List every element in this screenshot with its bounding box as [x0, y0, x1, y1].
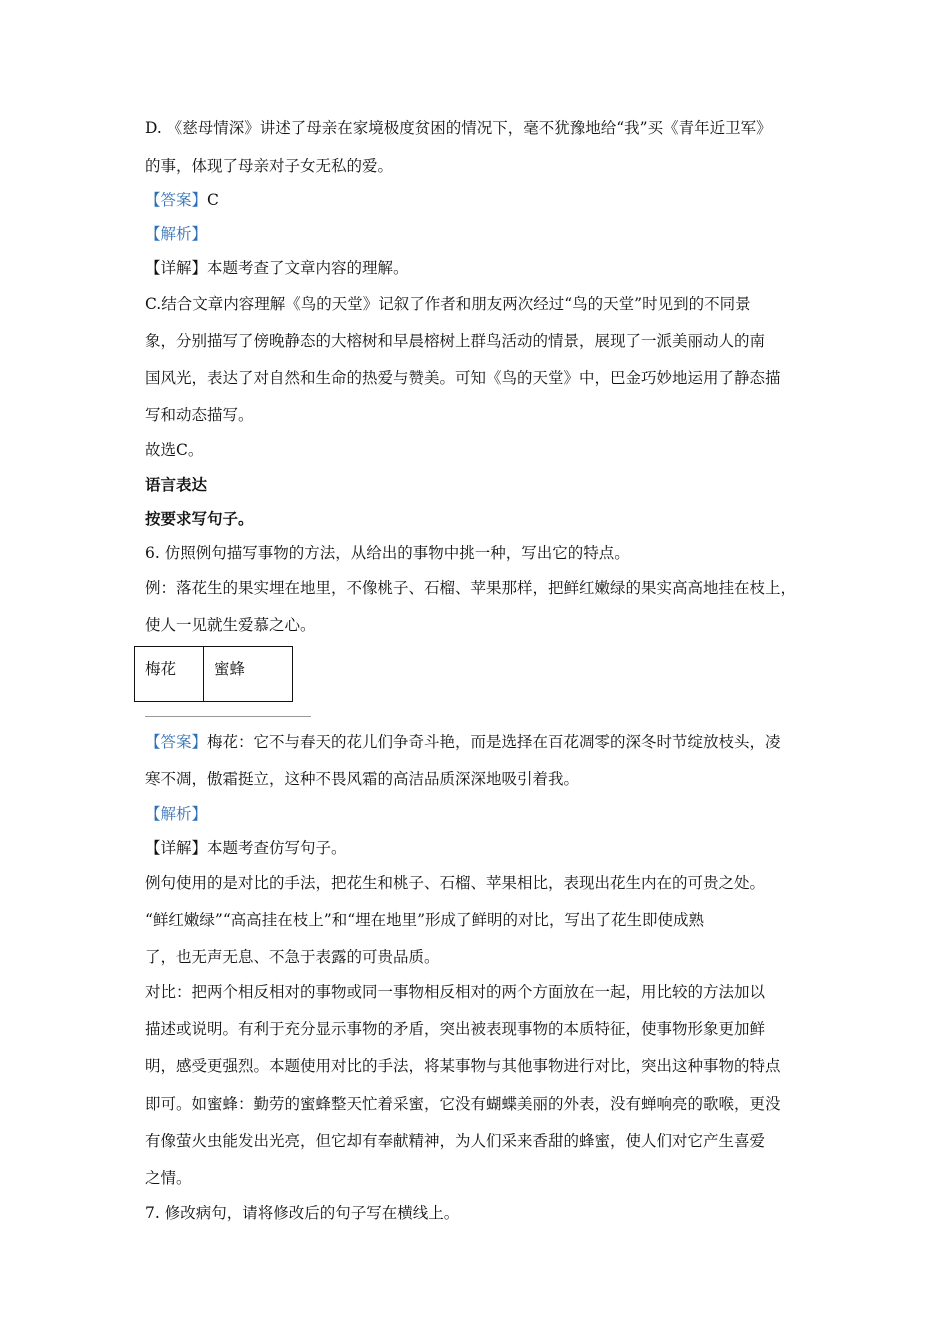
choice-table	[134, 646, 293, 702]
explanation-line: 描述或说明。有利于充分显示事物的矛盾，突出被表现事物的本质特征，使事物形象更加鲜	[145, 1020, 766, 1038]
section-subtitle: 按要求写句子。	[145, 509, 254, 528]
q5-analysis-label: 【解析】	[145, 225, 208, 243]
explanation-line: 之情。	[145, 1169, 192, 1187]
choice-plum: 梅花	[135, 647, 204, 702]
q6-answer	[145, 732, 781, 752]
answer-label: 【答案】	[145, 191, 208, 209]
q5-detail: 【详解】本题考查了文章内容的理解。	[145, 259, 409, 277]
answer-text: 梅花：它不与春天的花儿们争奇斗艳，而是选择在百花凋零的深冬时节绽放枝头，凌	[207, 733, 781, 751]
answer-value: C	[207, 191, 219, 209]
choice-bee: 蜜蜂	[204, 647, 293, 702]
explanation-line: 明，感受更强烈。本题使用对比的手法，将某事物与其他事物进行对比，突出这种事物的特点	[145, 1057, 781, 1075]
explanation-line: 国风光，表达了对自然和生命的热爱与赞美。可知《鸟的天堂》中，巴金巧妙地运用了静态描	[145, 369, 781, 387]
divider	[145, 716, 311, 717]
q5-answer	[145, 190, 219, 210]
explanation-line: C.结合文章内容理解《鸟的天堂》记叙了作者和朋友两次经过“鸟的天堂”时见到的不同景	[145, 295, 751, 313]
answer-line: 寒不凋，傲霜挺立，这种不畏风霜的高洁品质深深地吸引着我。	[145, 770, 580, 788]
q5-conclusion: 故选C。	[145, 441, 204, 459]
section-title: 语言表达	[145, 475, 208, 494]
answer-label: 【答案】	[145, 733, 208, 751]
example-line: 使人一见就生爱慕之心。	[145, 616, 316, 634]
explanation-line: 对比：把两个相反相对的事物或同一事物相反相对的两个方面放在一起，用比较的方法加以	[145, 983, 766, 1001]
q6-analysis-label: 【解析】	[145, 805, 208, 823]
option-d-line: 的事，体现了母亲对子女无私的爱。	[145, 157, 394, 175]
explanation-line: 即可。如蜜蜂：勤劳的蜜蜂整天忙着采蜜，它没有蝴蝶美丽的外表，没有蝉响亮的歌喉，更没	[145, 1095, 781, 1113]
explanation-line: 了，也无声无息、不急于表露的可贵品质。	[145, 948, 440, 966]
explanation-line: 写和动态描写。	[145, 406, 254, 424]
example-line: 例：落花生的果实埋在地里，不像桃子、石榴、苹果那样，把鲜红嫩绿的果实高高地挂在枝上，	[145, 579, 797, 597]
explanation-line: 有像萤火虫能发出光亮，但它却有奉献精神，为人们采来香甜的蜂蜜，使人们对它产生喜爱	[145, 1132, 766, 1150]
q6-detail: 【详解】本题考查仿写句子。	[145, 839, 347, 857]
explanation-line: “鲜红嫩绿”“高高挂在枝上”和“埋在地里”形成了鲜明的对比，写出了花生即使成熟	[145, 911, 705, 929]
q7-question: 7. 修改病句，请将修改后的句子写在横线上。	[145, 1204, 460, 1222]
explanation-line: 象，分别描写了傍晚静态的大榕树和早晨榕树上群鸟活动的情景，展现了一派美丽动人的南	[145, 332, 766, 350]
option-d-line: D. 《慈母情深》讲述了母亲在家境极度贫困的情况下，毫不犹豫地给“我”买《青年近卫军》	[145, 119, 772, 137]
q6-question: 6. 仿照例句描写事物的方法，从给出的事物中挑一种，写出它的特点。	[145, 544, 630, 562]
explanation-line: 例句使用的是对比的手法，把花生和桃子、石榴、苹果相比，表现出花生内在的可贵之处。	[145, 874, 766, 892]
